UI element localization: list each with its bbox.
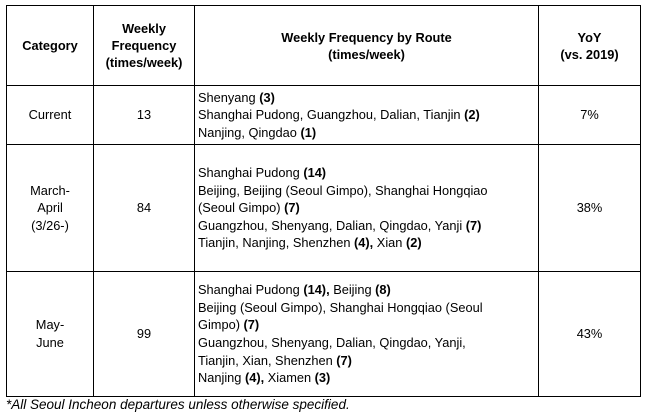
route-text: (Seoul Gimpo) — [198, 200, 285, 216]
route-line — [198, 281, 536, 299]
route-frequency-count: (4), — [354, 235, 374, 251]
route-frequency-count: (14), — [303, 282, 334, 298]
route-line — [198, 299, 536, 317]
route-text: Beijing, Beijing (Seoul Gimpo), Shanghai Hongqiao — [198, 182, 488, 198]
table-row — [7, 272, 641, 397]
route-line — [198, 352, 536, 370]
route-frequency-count: (14) — [303, 165, 327, 181]
route-text: Shenyang — [198, 89, 260, 105]
header-category: Category — [7, 6, 94, 86]
route-frequency-count: (7) — [284, 200, 300, 216]
route-frequency-count: (7) — [336, 352, 352, 368]
route-frequency-count: (7) — [465, 217, 482, 233]
cell-routes — [195, 145, 539, 272]
footnote: *All Seoul Incheon departures unless otherwise specified. — [6, 397, 350, 412]
cell-category: Current — [7, 86, 94, 145]
route-frequency-count: (3) — [314, 370, 331, 386]
route-text: Tianjin, Nanjing, Shenzhen — [198, 235, 355, 251]
route-frequency-table — [6, 5, 641, 397]
route-line — [198, 316, 536, 334]
route-text: Guangzhou, Shenyang, Dalian, Qingdao, Yanji — [198, 217, 466, 233]
route-text: Beijing (Seoul Gimpo), Shanghai Hongqiao (Seoul — [198, 299, 483, 315]
route-line — [198, 164, 536, 182]
route-line — [198, 89, 536, 107]
table-row — [7, 86, 641, 145]
route-frequency-count: (8) — [375, 282, 391, 298]
cell-routes — [195, 86, 539, 145]
cell-frequency: 13 — [94, 86, 195, 145]
route-line — [198, 106, 536, 124]
route-line — [198, 369, 536, 387]
route-text: Gimpo) — [198, 317, 244, 333]
cell-category: March- April (3/26-) — [7, 145, 94, 272]
route-text: Beijing — [333, 282, 376, 298]
route-text: Xian — [373, 235, 406, 251]
route-text: Tianjin, Xian, Shenzhen — [198, 352, 337, 368]
route-text: Shanghai Pudong, Guangzhou, Dalian, Tianjin — [198, 107, 465, 123]
route-text: Guangzhou, Shenyang, Dalian, Qingdao, Yanji, — [198, 335, 466, 350]
route-text: Shanghai Pudong — [198, 165, 304, 181]
route-text: Shanghai Pudong — [198, 282, 304, 298]
route-text: Xiamen — [267, 370, 315, 386]
route-line — [198, 234, 536, 252]
header-weekly-frequency: Weekly Frequency (times/week) — [94, 6, 195, 86]
route-line — [198, 124, 536, 142]
cell-category: May- June — [7, 272, 94, 397]
cell-yoy: 7% — [539, 86, 641, 145]
route-frequency-count: (7) — [243, 317, 260, 333]
route-frequency-count: (4), — [244, 370, 268, 386]
route-text: Nanjing, Qingdao — [198, 124, 301, 140]
route-frequency-table-container — [6, 5, 640, 397]
cell-frequency: 84 — [94, 145, 195, 272]
cell-yoy: 38% — [539, 145, 641, 272]
cell-yoy: 43% — [539, 272, 641, 397]
route-line — [198, 217, 536, 235]
route-line — [198, 334, 536, 352]
route-frequency-count: (2) — [405, 235, 422, 251]
cell-routes — [195, 272, 539, 397]
route-text: Nanjing — [198, 370, 245, 386]
table-row — [7, 145, 641, 272]
route-frequency-count: (3) — [259, 89, 275, 105]
table-header-row — [7, 6, 641, 86]
route-line — [198, 199, 536, 217]
route-frequency-count: (1) — [300, 124, 317, 140]
header-yoy: YoY (vs. 2019) — [539, 6, 641, 86]
header-route-frequency: Weekly Frequency by Route (times/week) — [195, 6, 539, 86]
route-line — [198, 182, 536, 200]
route-frequency-count: (2) — [464, 107, 480, 123]
cell-frequency: 99 — [94, 272, 195, 397]
